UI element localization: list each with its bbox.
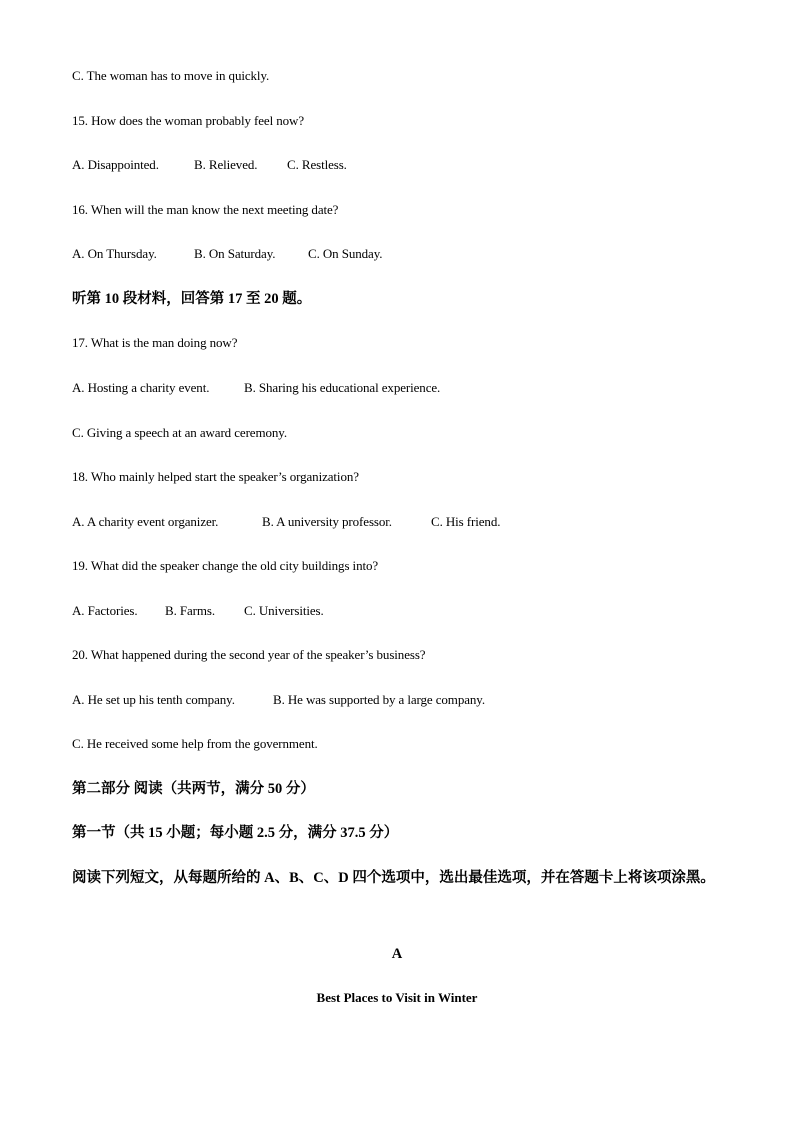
question-15-options xyxy=(72,157,347,173)
passage-title: Best Places to Visit in Winter xyxy=(316,990,478,1005)
question-18-option-c: C. His friend. xyxy=(431,514,501,529)
question-19-option-c: C. Universities. xyxy=(244,603,324,618)
question-20-option-b: B. He was supported by a large company. xyxy=(273,692,485,707)
section-10-heading: 听第 10 段材料，回答第 17 至 20 题。 xyxy=(72,291,312,307)
question-18-stem: 18. Who mainly helped start the speaker’s organization? xyxy=(72,469,359,484)
question-16-option-b: B. On Saturday. xyxy=(194,246,276,261)
question-17-options xyxy=(72,380,440,396)
section-one-heading: 第一节（共 15 小题；每小题 2.5 分，满分 37.5 分） xyxy=(72,825,399,841)
question-18-option-b: B. A university professor. xyxy=(262,514,392,529)
question-20-option-a: A. He set up his tenth company. xyxy=(72,692,235,707)
question-20-stem: 20. What happened during the second year of the speaker’s business? xyxy=(72,647,426,662)
question-15-option-c: C. Restless. xyxy=(287,157,347,172)
question-17-stem: 17. What is the man doing now? xyxy=(72,335,238,350)
question-20-options xyxy=(72,692,485,708)
question-17-option-c: C. Giving a speech at an award ceremony. xyxy=(72,425,287,440)
question-14-option-c: C. The woman has to move in quickly. xyxy=(72,68,270,83)
question-16-stem: 16. When will the man know the next meeting date? xyxy=(72,202,339,217)
question-20-option-c: C. He received some help from the government. xyxy=(72,736,318,751)
question-15-option-a: A. Disappointed. xyxy=(72,157,159,172)
passage-letter: A xyxy=(391,946,403,962)
question-15-option-b: B. Relieved. xyxy=(194,157,258,172)
question-19-option-b: B. Farms. xyxy=(165,603,216,618)
reading-instruction: 阅读下列短文，从每题所给的 A、B、C、D 四个选项中，选出最佳选项，并在答题卡上将该项涂黑。 xyxy=(72,870,715,886)
question-18-options xyxy=(72,514,500,530)
question-19-options xyxy=(72,603,324,619)
question-16-option-a: A. On Thursday. xyxy=(72,246,157,261)
question-19-option-a: A. Factories. xyxy=(72,603,138,618)
question-15-stem: 15. How does the woman probably feel now? xyxy=(72,113,305,128)
question-16-options xyxy=(72,246,382,262)
question-17-option-a: A. Hosting a charity event. xyxy=(72,380,210,395)
question-16-option-c: C. On Sunday. xyxy=(308,246,383,261)
question-17-option-b: B. Sharing his educational experience. xyxy=(244,380,441,395)
part-two-heading: 第二部分 阅读（共两节，满分 50 分） xyxy=(72,781,315,797)
question-18-option-a: A. A charity event organizer. xyxy=(72,514,219,529)
question-19-stem: 19. What did the speaker change the old city buildings into? xyxy=(72,558,379,573)
